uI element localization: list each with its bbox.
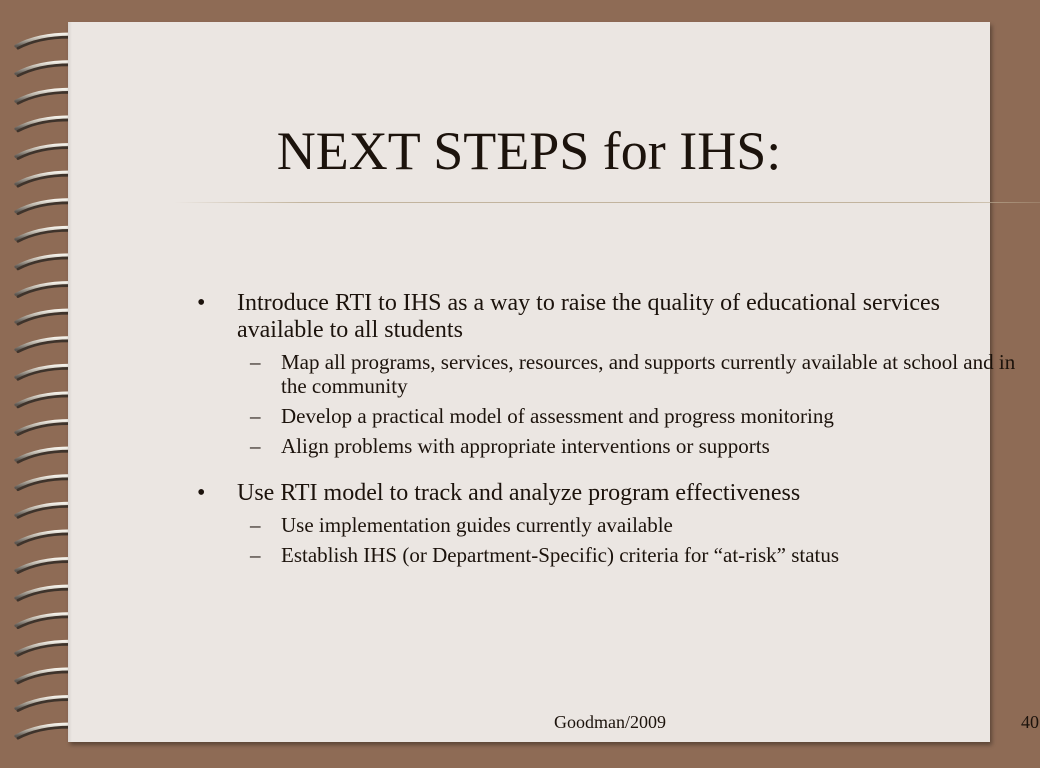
sub-bullet-text: Establish IHS (or Department-Specific) criteria for “at-risk” status <box>281 543 840 567</box>
bullet-marker: • <box>197 480 206 506</box>
bullet-text: Use RTI model to track and analyze program effectiveness <box>237 480 801 506</box>
sub-bullet-list <box>237 513 1024 567</box>
slide-title: NEXT STEPS for IHS: <box>276 121 782 181</box>
sub-bullet-text: Use implementation guides currently available <box>281 513 673 537</box>
slide-page <box>68 22 1039 742</box>
sub-bullet-text: Map all programs, services, resources, and supports currently available at school and in the community <box>281 350 1016 398</box>
sub-bullet-text: Align problems with appropriate interventions or supports <box>281 434 770 458</box>
bullet-list <box>194 290 1024 567</box>
sub-bullet-list <box>237 350 1024 458</box>
bullet-text: Introduce RTI to IHS as a way to raise the quality of educational services available to all students <box>237 290 940 343</box>
dash-marker: – <box>250 350 261 374</box>
sub-bullet-item <box>237 434 1024 458</box>
bullet-item <box>194 480 1024 567</box>
footer-author: Goodman/2009 <box>554 712 666 732</box>
sub-bullet-item <box>237 513 1024 537</box>
dash-marker: – <box>250 434 261 458</box>
sub-bullet-text: Develop a practical model of assessment and progress monitoring <box>281 404 834 428</box>
dash-marker: – <box>250 404 261 428</box>
sub-bullet-item <box>237 404 1024 428</box>
sub-bullet-item <box>237 543 1024 567</box>
title-divider <box>174 202 1040 203</box>
dash-marker: – <box>250 543 261 567</box>
sub-bullet-item <box>237 350 1024 398</box>
bullet-marker: • <box>197 290 206 316</box>
page-number: 40 <box>1021 712 1039 732</box>
slide-body <box>194 290 1024 573</box>
bullet-item <box>194 290 1024 458</box>
dash-marker: – <box>250 513 261 537</box>
